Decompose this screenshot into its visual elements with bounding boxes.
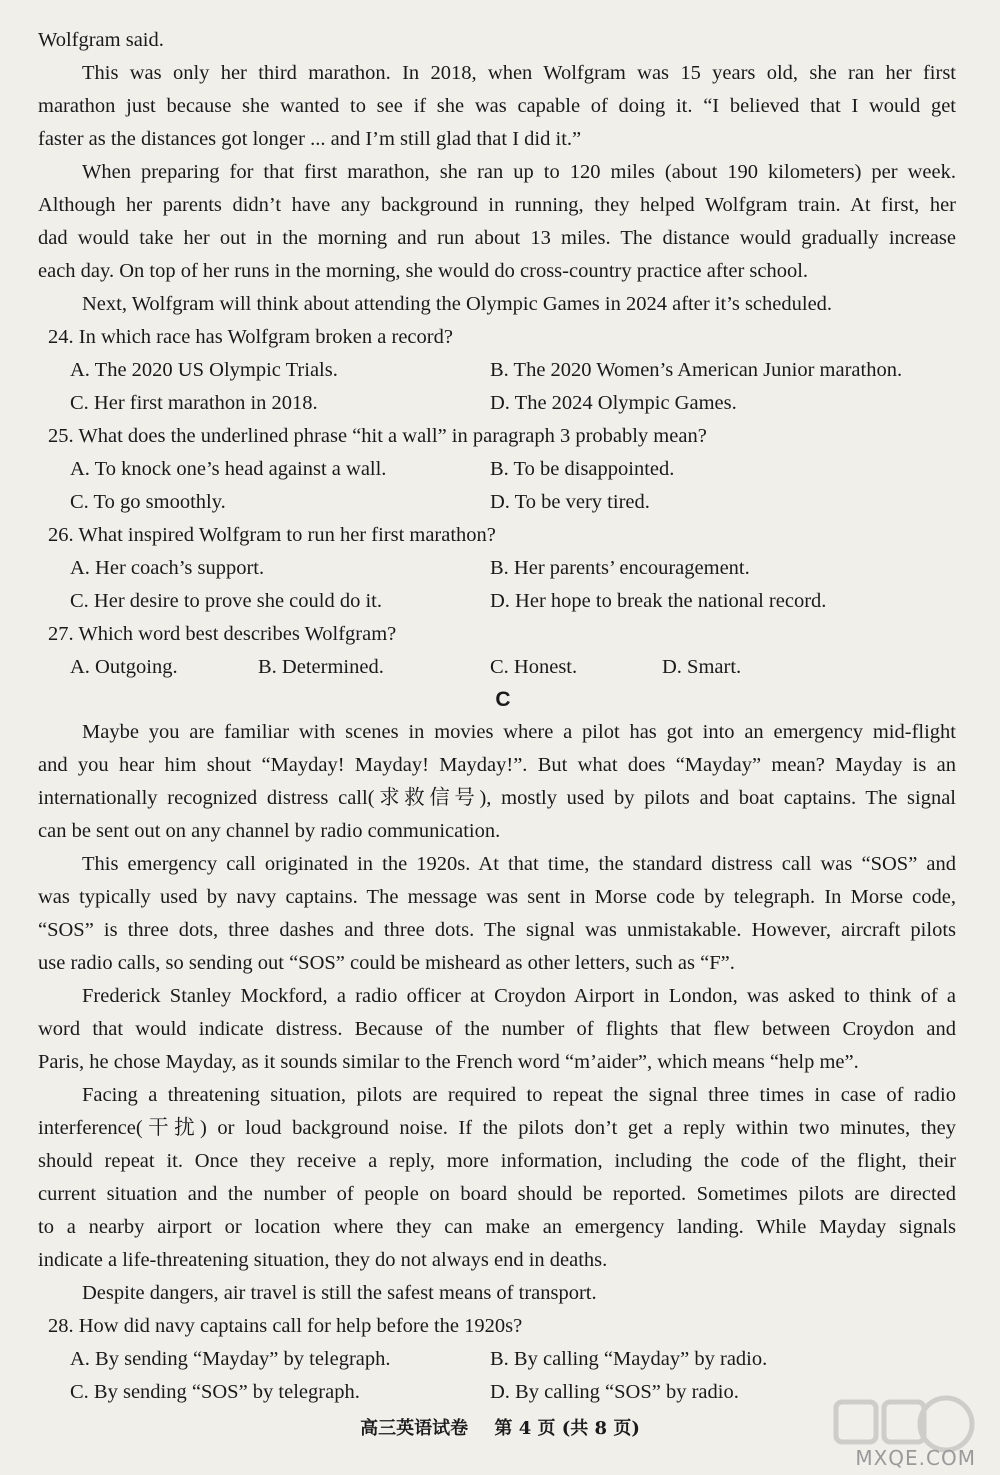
answer-option[interactable]: B. Her parents’ encouragement. [490,557,750,579]
options-row [38,354,956,387]
passage-line: marathon just because she wanted to see if she was capable of doing it. “I believed that I would get [38,95,956,117]
passage-line: internationally recognized distress call(求救信号), mostly used by pilots and boat captains. The signal [38,787,956,809]
passage-line: Frederick Stanley Mockford, a radio officer at Croydon Airport in London, was asked to think of a [82,985,956,1007]
answer-option[interactable]: D. Smart. [662,656,742,678]
answer-option[interactable]: D. The 2024 Olympic Games. [490,392,737,414]
passage-line: Maybe you are familiar with scenes in movies where a pilot has got into an emergency mid-flight [82,721,956,743]
answer-option[interactable]: B. The 2020 Women’s American Junior marathon. [490,359,903,381]
passage-line: was typically used by navy captains. The message was sent in Morse code by telegraph. In Morse code, [38,886,956,908]
passage-line: Next, Wolfgram will think about attending the Olympic Games in 2024 after it’s scheduled. [82,293,833,315]
answer-option[interactable]: C. Her first marathon in 2018. [70,392,318,414]
answer-option[interactable]: A. The 2020 US Olympic Trials. [70,359,338,381]
question-stem: 27. Which word best describes Wolfgram? [48,623,397,645]
reading-passage-b [38,24,956,321]
reading-passage-c [38,716,956,1310]
passage-line: use radio calls, so sending out “SOS” could be misheard as other letters, such as “F”. [38,952,735,974]
answer-option[interactable]: A. Outgoing. [70,656,178,678]
passage-line: This was only her third marathon. In 2018, when Wolfgram was 15 years old, she ran her first [82,62,956,84]
answer-option[interactable]: D. To be very tired. [490,491,650,513]
passage-line: Facing a threatening situation, pilots are required to repeat the signal three times in case of radio [82,1084,956,1106]
answer-option[interactable]: C. To go smoothly. [70,491,226,513]
question-stem: 26. What inspired Wolfgram to run her first marathon? [48,524,496,546]
passage-line: When preparing for that first marathon, she ran up to 120 miles (about 190 kilometers) per week. [82,161,956,183]
answer-option[interactable]: C. Honest. [490,656,578,678]
passage-line: current situation and the number of people on board should be reported. Sometimes pilots are directed [38,1183,956,1205]
options-row [38,1343,956,1376]
passage-line: This emergency call originated in the 1920s. At that time, the standard distress call was “SOS” and [82,853,956,875]
footer-subject: 高三英语试卷 [360,1418,469,1439]
answer-option[interactable]: A. By sending “Mayday” by telegraph. [70,1348,391,1370]
options-row [38,387,956,420]
passage-line: indicate a life-threatening situation, they do not always end in deaths. [38,1249,608,1271]
options-row [38,453,956,486]
section-c-heading: C [495,688,511,711]
passage-line: to a nearby airport or location where they can make an emergency landing. While Mayday signals [38,1216,956,1238]
answer-option[interactable]: D. Her hope to break the national record. [490,590,827,612]
passage-line: word that would indicate distress. Because of the number of flights that flew between Croydon and [38,1018,956,1040]
watermark-text: MXQE.COM [855,1446,976,1470]
options-row [38,585,956,618]
options-row [38,552,956,585]
answer-option[interactable]: D. By calling “SOS” by radio. [490,1381,739,1403]
passage-line: “SOS” is three dots, three dashes and three dots. The signal was unmistakable. However, aircraft pilots [38,919,956,941]
passage-line: dad would take her out in the morning and run about 13 miles. The distance would gradually increase [38,227,956,249]
passage-line: should repeat it. Once they receive a reply, more information, including the code of the flight, their [38,1150,956,1172]
question-stem: 25. What does the underlined phrase “hit a wall” in paragraph 3 probably mean? [48,425,707,447]
passage-line: each day. On top of her runs in the morning, she would do cross-country practice after school. [38,260,809,282]
question-group-c [38,1310,956,1409]
passage-line: and you hear him shout “Mayday! Mayday! Mayday!”. But what does “Mayday” mean? Mayday is an [38,754,956,776]
question-stem: 28. How did navy captains call for help before the 1920s? [48,1315,523,1337]
answer-option[interactable]: C. By sending “SOS” by telegraph. [70,1381,360,1403]
answer-option[interactable]: C. Her desire to prove she could do it. [70,590,382,612]
answer-option[interactable]: B. By calling “Mayday” by radio. [490,1348,768,1370]
passage-line: faster as the distances got longer ... and I’m still glad that I did it.” [38,128,582,150]
answer-option[interactable]: B. Determined. [258,656,384,678]
footer-page-number: 第 4 页 (共 8 页) [494,1418,640,1439]
question-stem: 24. In which race has Wolfgram broken a record? [48,326,453,348]
passage-line: Despite dangers, air travel is still the safest means of transport. [82,1282,597,1304]
passage-line: interference(干扰) or loud background noise. If the pilots don’t get a reply within two minutes, they [38,1117,956,1139]
options-row [38,486,956,519]
answer-option[interactable]: A. Her coach’s support. [70,557,265,579]
options-row [38,1376,956,1409]
question-group-b [38,321,956,684]
passage-line: Wolfgram said. [38,29,164,51]
options-row [38,651,956,684]
passage-line: Although her parents didn’t have any background in running, they helped Wolfgram train. At first, her [38,194,956,216]
passage-line: Paris, he chose Mayday, as it sounds similar to the French word “m’aider”, which means “help me”. [38,1051,859,1073]
passage-line: can be sent out on any channel by radio communication. [38,820,501,842]
answer-option[interactable]: A. To knock one’s head against a wall. [70,458,387,480]
answer-option[interactable]: B. To be disappointed. [490,458,675,480]
